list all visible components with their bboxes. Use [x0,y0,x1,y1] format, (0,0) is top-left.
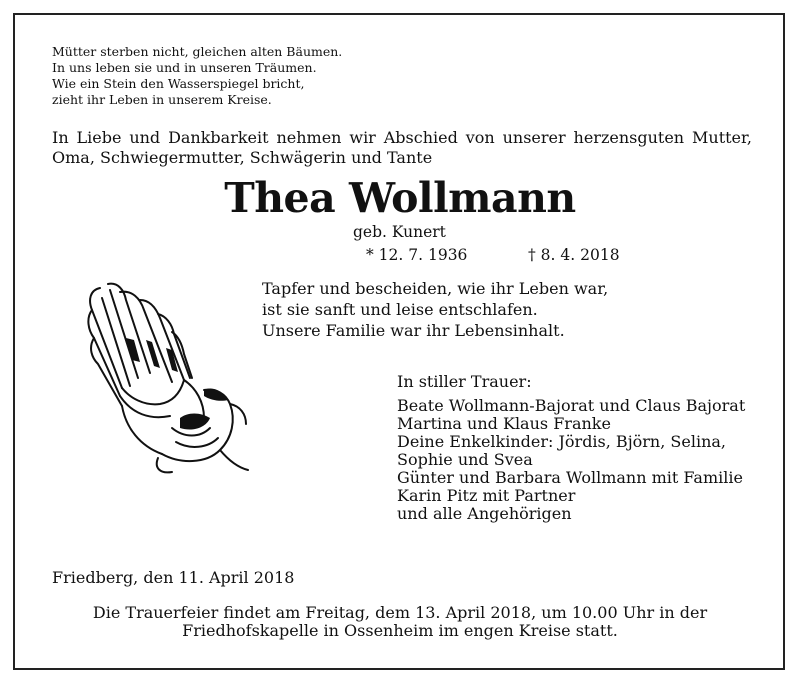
verse-line: Unsere Familie war ihr Lebensinhalt. [262,321,565,340]
funeral-service-note [0,604,800,640]
intro-text: In Liebe und Dankbarkeit nehmen wir Abschied von unserer herzensguten Mutter, Oma, Schwiegermutter, Schwägerin und Tante [52,128,752,167]
maiden-name: geb. Kunert [353,223,446,241]
mourners-heading: In stiller Trauer: [397,372,532,391]
poem [52,44,342,108]
mourner-line: Deine Enkelkinder: Jördis, Björn, Selina, [397,432,726,451]
place-date: Friedberg, den 11. April 2018 [52,568,295,587]
mourner-line: Günter und Barbara Wollmann mit Familie [397,468,743,487]
mourner-line: und alle Angehörigen [397,504,572,523]
mourner-line: Martina und Klaus Franke [397,414,611,433]
mourner-line: Karin Pitz mit Partner [397,486,576,505]
service-line: Die Trauerfeier findet am Freitag, dem 13. April 2018, um 10.00 Uhr in der [92,603,708,622]
verse-line: Tapfer und bescheiden, wie ihr Leben war, [262,279,609,298]
poem-line: In uns leben sie und in unseren Träumen. [52,60,317,75]
birth-date: * 12. 7. 1936 [366,246,468,264]
verse-line: ist sie sanft und leise entschlafen. [262,300,538,319]
service-line: Friedhofskapelle in Ossenheim im engen Kreise statt. [182,621,618,640]
mourners-list [397,373,745,523]
mourner-line: Beate Wollmann-Bajorat und Claus Bajorat [397,396,746,415]
poem-line: Wie ein Stein den Wasserspiegel bricht, [52,76,305,91]
praying-hands-icon [80,278,250,478]
poem-line: zieht ihr Leben in unserem Kreise. [52,92,272,107]
mourner-line: Sophie und Svea [397,450,533,469]
death-date: † 8. 4. 2018 [528,246,620,264]
poem-line: Mütter sterben nicht, gleichen alten Bäumen. [52,44,343,59]
deceased-name: Thea Wollmann [224,174,576,222]
verse [262,278,608,341]
